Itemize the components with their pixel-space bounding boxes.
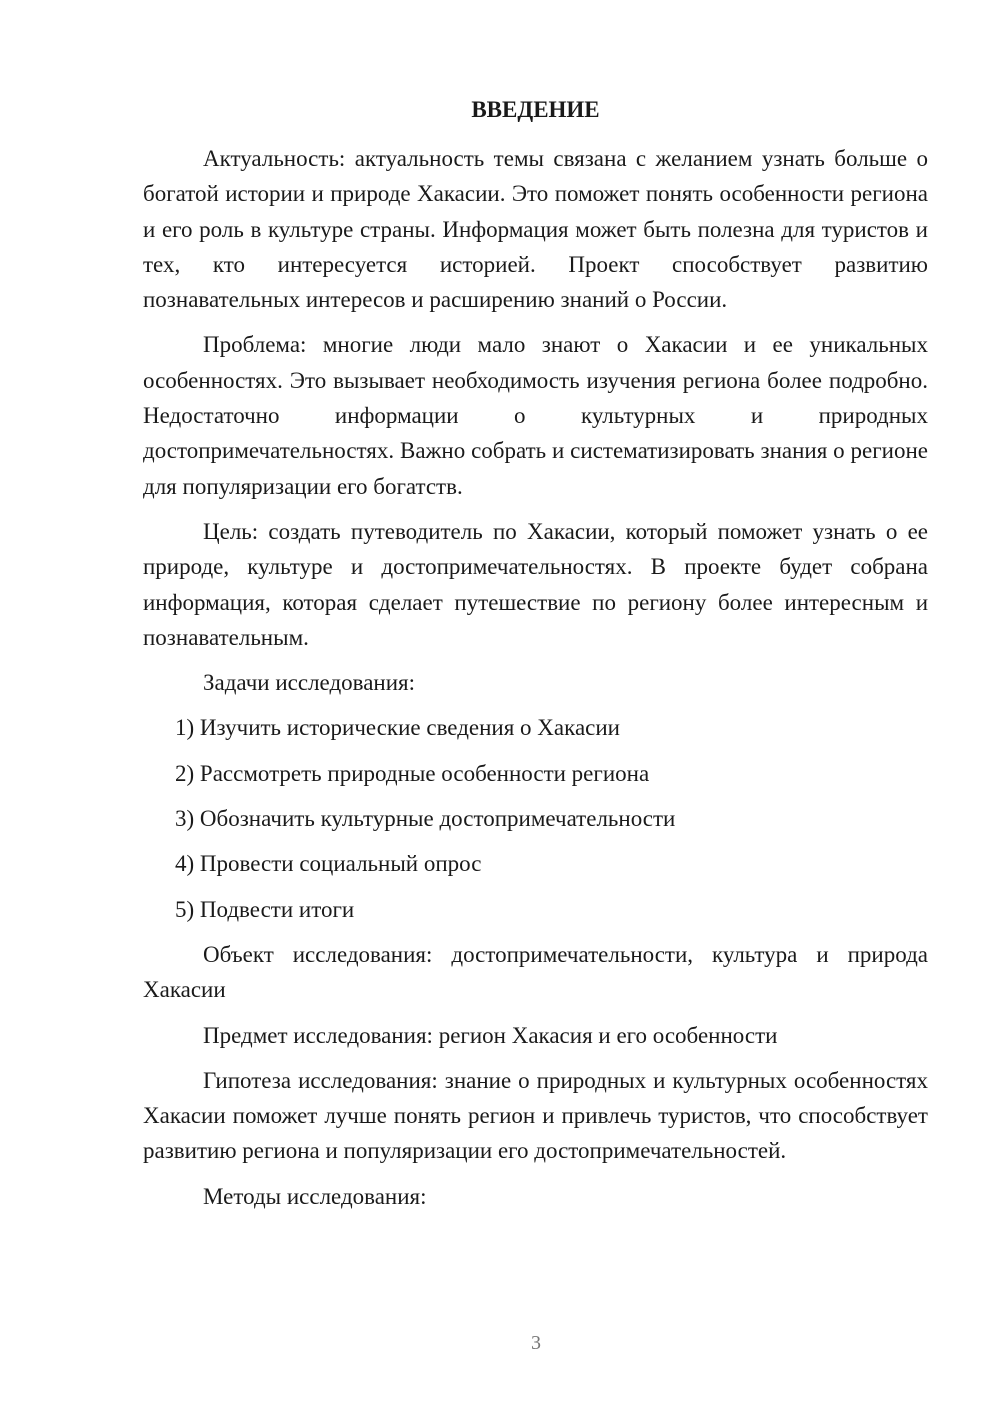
problem-paragraph: Проблема: многие люди мало знают о Хакасии и ее уникальных особенностях. Это вызывает необходимость изучения региона более подробно. Недостаточно информации о культурных и природных достопримечательностях. Важно собрать и систематизировать знания о регионе для популяризации его богатств. xyxy=(143,332,928,499)
document-page xyxy=(143,92,928,1224)
goal-paragraph: Цель: создать путеводитель по Хакасии, который поможет узнать о ее природе, культуре и достопримечательностях. В проекте будет собрана информация, которая сделает путешествие по региону более интересным и познавательным. xyxy=(143,518,928,650)
task-item: 1) Изучить исторические сведения о Хакасии xyxy=(175,715,620,741)
subject-paragraph: Предмет исследования: регион Хакасия и его особенности xyxy=(203,1022,778,1048)
tasks-heading: Задачи исследования: xyxy=(203,670,416,696)
task-item: 4) Провести социальный опрос xyxy=(175,851,482,877)
hypothesis-paragraph: Гипотеза исследования: знание о природных и культурных особенностях Хакасии поможет лучше понять регион и привлечь туристов, что способствует развитию региона и популяризации его достопримечательностей. xyxy=(143,1067,928,1164)
relevance-paragraph: Актуальность: актуальность темы связана с желанием узнать больше о богатой истории и природе Хакасии. Это поможет понять особенности региона и его роль в культуре страны. Информация может быть полезна для туристов и тех, кто интересуется историей. Проект способствует развитию познавательных интересов и расширению знаний о России. xyxy=(143,146,928,313)
task-item: 3) Обозначить культурные достопримечательности xyxy=(175,806,676,832)
section-title: ВВЕДЕНИЕ xyxy=(471,97,600,122)
object-paragraph: Объект исследования: достопримечательности, культура и природа Хакасии xyxy=(143,941,928,1003)
page-number: 3 xyxy=(531,1332,541,1354)
methods-heading: Методы исследования: xyxy=(203,1183,427,1209)
task-item: 5) Подвести итоги xyxy=(175,896,355,922)
tasks-list xyxy=(143,710,928,926)
task-item: 2) Рассмотреть природные особенности региона xyxy=(175,760,650,786)
